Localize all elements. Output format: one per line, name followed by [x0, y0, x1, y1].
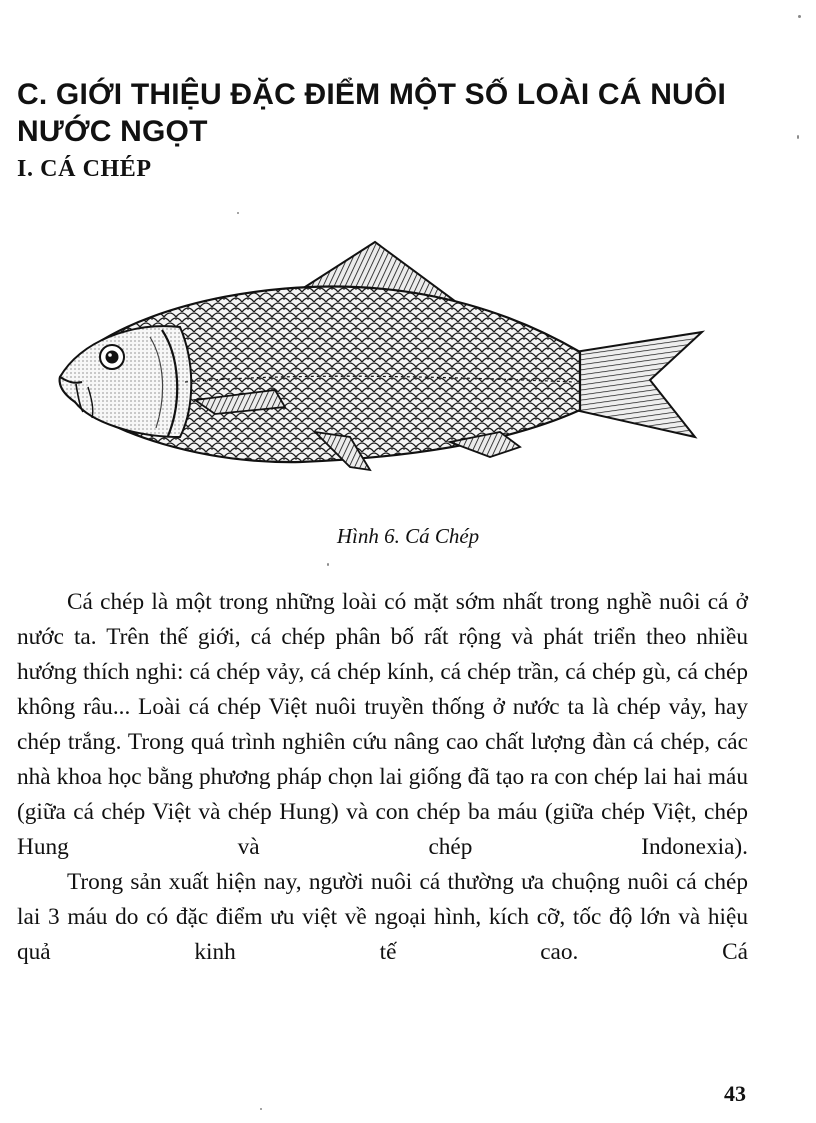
- paragraph-2: Trong sản xuất hiện nay, người nuôi cá thường ưa chuộng nuôi cá chép lai 3 máu do có đặc điểm ưu việt về ngoại hình, kích cỡ, tốc độ lớn và hiệu quả kinh tế cao. Cá: [17, 869, 748, 965]
- scan-speck: [237, 212, 239, 214]
- carp-fish-illustration-icon: [50, 232, 710, 492]
- page-number: 43: [724, 1081, 746, 1106]
- section-heading: C. GIỚI THIỆU ĐẶC ĐIỂM MỘT SỐ LOÀI CÁ NUÔI NƯỚC NGỌT: [17, 78, 726, 148]
- subsection-heading: I. CÁ CHÉP: [17, 156, 152, 182]
- scan-speck: [797, 135, 799, 139]
- paragraph-1: Cá chép là một trong những loài có mặt sớm nhất trong nghề nuôi cá ở nước ta. Trên thế giới, cá chép phân bố rất rộng và phát triển theo nhiều hướng thích nghi: cá chép vảy, cá chép kính, cá chép trần, cá chép gù, cá chép không râu... Loài cá chép Việt nuôi truyền thống ở nước ta là chép vảy, hay chép trắng. Trong quá trình nghiên cứu nâng cao chất lượng đàn cá chép, các nhà khoa học bằng phương pháp chọn lai giống đã tạo ra con chép lai hai máu (giữa cá chép Việt và chép Hung) và con chép ba máu (giữa chép Việt, chép Hung và chép Indonexia).: [17, 589, 748, 860]
- scan-speck: [260, 1108, 262, 1110]
- body-text: [17, 585, 748, 970]
- figure-caption: Hình 6. Cá Chép: [336, 524, 480, 548]
- scan-speck: [798, 15, 801, 18]
- scan-speck: [327, 563, 329, 566]
- figure-carp: [50, 232, 710, 492]
